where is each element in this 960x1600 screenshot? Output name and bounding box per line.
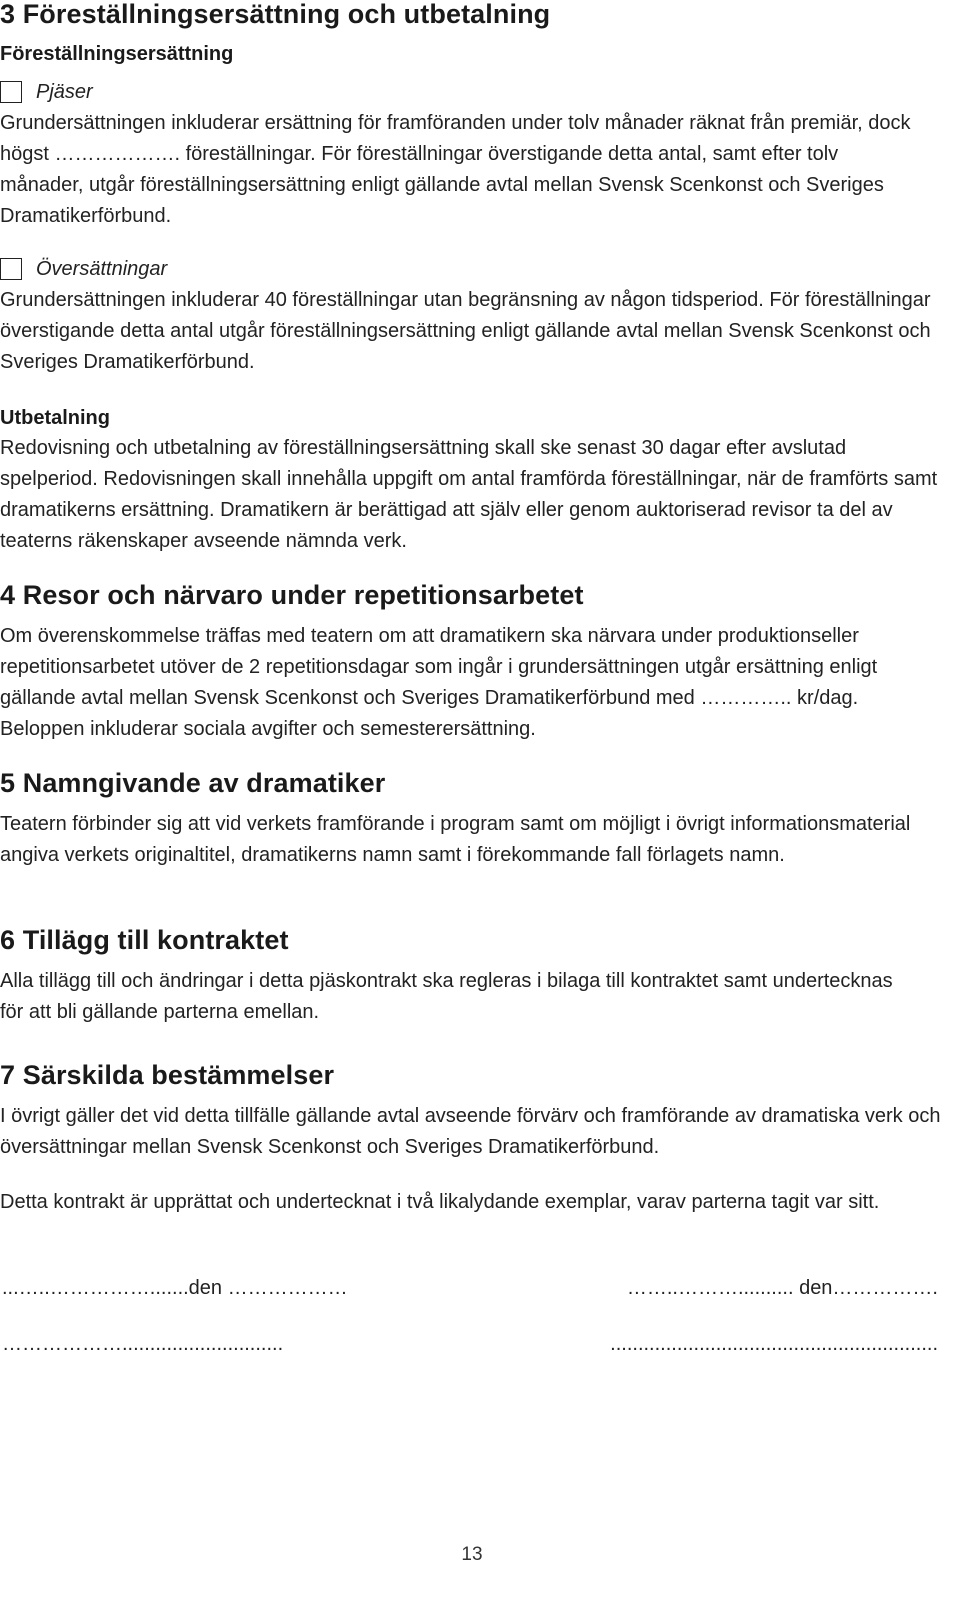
left-place-date-field[interactable]: ...…..…………….......den ……………… (2, 1277, 348, 1299)
right-signature-line[interactable]: ........................................................... (610, 1333, 938, 1355)
section-5-text: Teatern förbinder sig att vid verkets framförande i program samt om möjligt i övrigt informationsmaterial angiva verkets originaltitel, dramatikerns namn samt i förekommande fall förlagets namn. (0, 813, 911, 866)
payment-heading: Utbetalning (0, 407, 110, 429)
page-number: 13 (461, 1544, 483, 1565)
payment-text: Redovisning och utbetalning av föreställningsersättning skall ske senast 30 dagar efter avslutad spelperiod. Redovisningen skall innehålla uppgift om antal framförda föreställningar, när de framförts samt dramatikerns ersättning. Dramatikern är berättigad att själv eller genom auktoriserad revisor ta del av teaterns räkenskaper avseende nämnda verk. (0, 437, 938, 552)
translations-label: Översättningar (36, 257, 168, 280)
section-7-title: 7 Särskilda bestämmelser (0, 1060, 335, 1090)
signature-line-row (2, 1330, 938, 1358)
section-5-title: 5 Namngivande av dramatiker (0, 768, 386, 798)
section-6-text: Alla tillägg till och ändringar i detta pjäskontrakt ska regleras i bilaga till kontraktet samt undertecknas för att bli gällande parterna emellan. (0, 970, 893, 1023)
left-signature-line[interactable]: ………………............................. (2, 1333, 284, 1355)
closing-text: Detta kontrakt är upprättat och undertecknat i två likalydande exemplar, varav parterna tagit var sitt. (0, 1191, 880, 1213)
section-4-title: 4 Resor och närvaro under repetitionsarbetet (0, 580, 584, 610)
plays-checkbox[interactable] (0, 81, 22, 103)
translations-checkbox[interactable] (0, 258, 22, 280)
right-place-date-field[interactable]: ……..……….......... den……………. (626, 1277, 938, 1299)
translations-text: Grundersättningen inkluderar 40 föreställningar utan begränsning av någon tidsperiod. För föreställningar överstigande detta antal utgår föreställningsersättning enligt gällande avtal mellan Svensk Scenkonst och Sveriges Dramatikerförbund. (0, 289, 931, 373)
plays-label: Pjäser (36, 80, 93, 103)
section-7-text: I övrigt gäller det vid detta tillfälle gällande avtal avseende förvärv och framförande av dramatiska verk och översättningar mellan Svensk Scenkonst och Sveriges Dramatikerförbund. (0, 1105, 941, 1158)
translations-option[interactable] (0, 254, 167, 284)
section-3-title: 3 Föreställningsersättning och utbetalning (0, 0, 551, 29)
section-3-subheading: Föreställningsersättning (0, 43, 234, 65)
section-6-title: 6 Tillägg till kontraktet (0, 925, 289, 955)
plays-option[interactable] (0, 77, 93, 107)
section-4-text: Om överenskommelse träffas med teatern om att dramatikern ska närvara under produktionseller repetitionsarbetet utöver de 2 repetitionsdagar som ingår i grundersättningen utgår ersättning enligt gällande avtal mellan Svensk Scenkonst och Sveriges Dramatikerförbund med ………….. kr/dag. Beloppen inkluderar sociala avgifter och semesterersättning. (0, 625, 878, 740)
signature-date-row (2, 1274, 938, 1302)
plays-text: Grundersättningen inkluderar ersättning för framföranden under tolv månader räknat från premiär, dock högst ………………. föreställningar. För föreställningar överstigande detta antal, samt efter tolv månader, utgår föreställningsersättning enligt gällande avtal mellan Svensk Scenkonst och Sveriges Dramatikerförbund. (0, 112, 911, 227)
